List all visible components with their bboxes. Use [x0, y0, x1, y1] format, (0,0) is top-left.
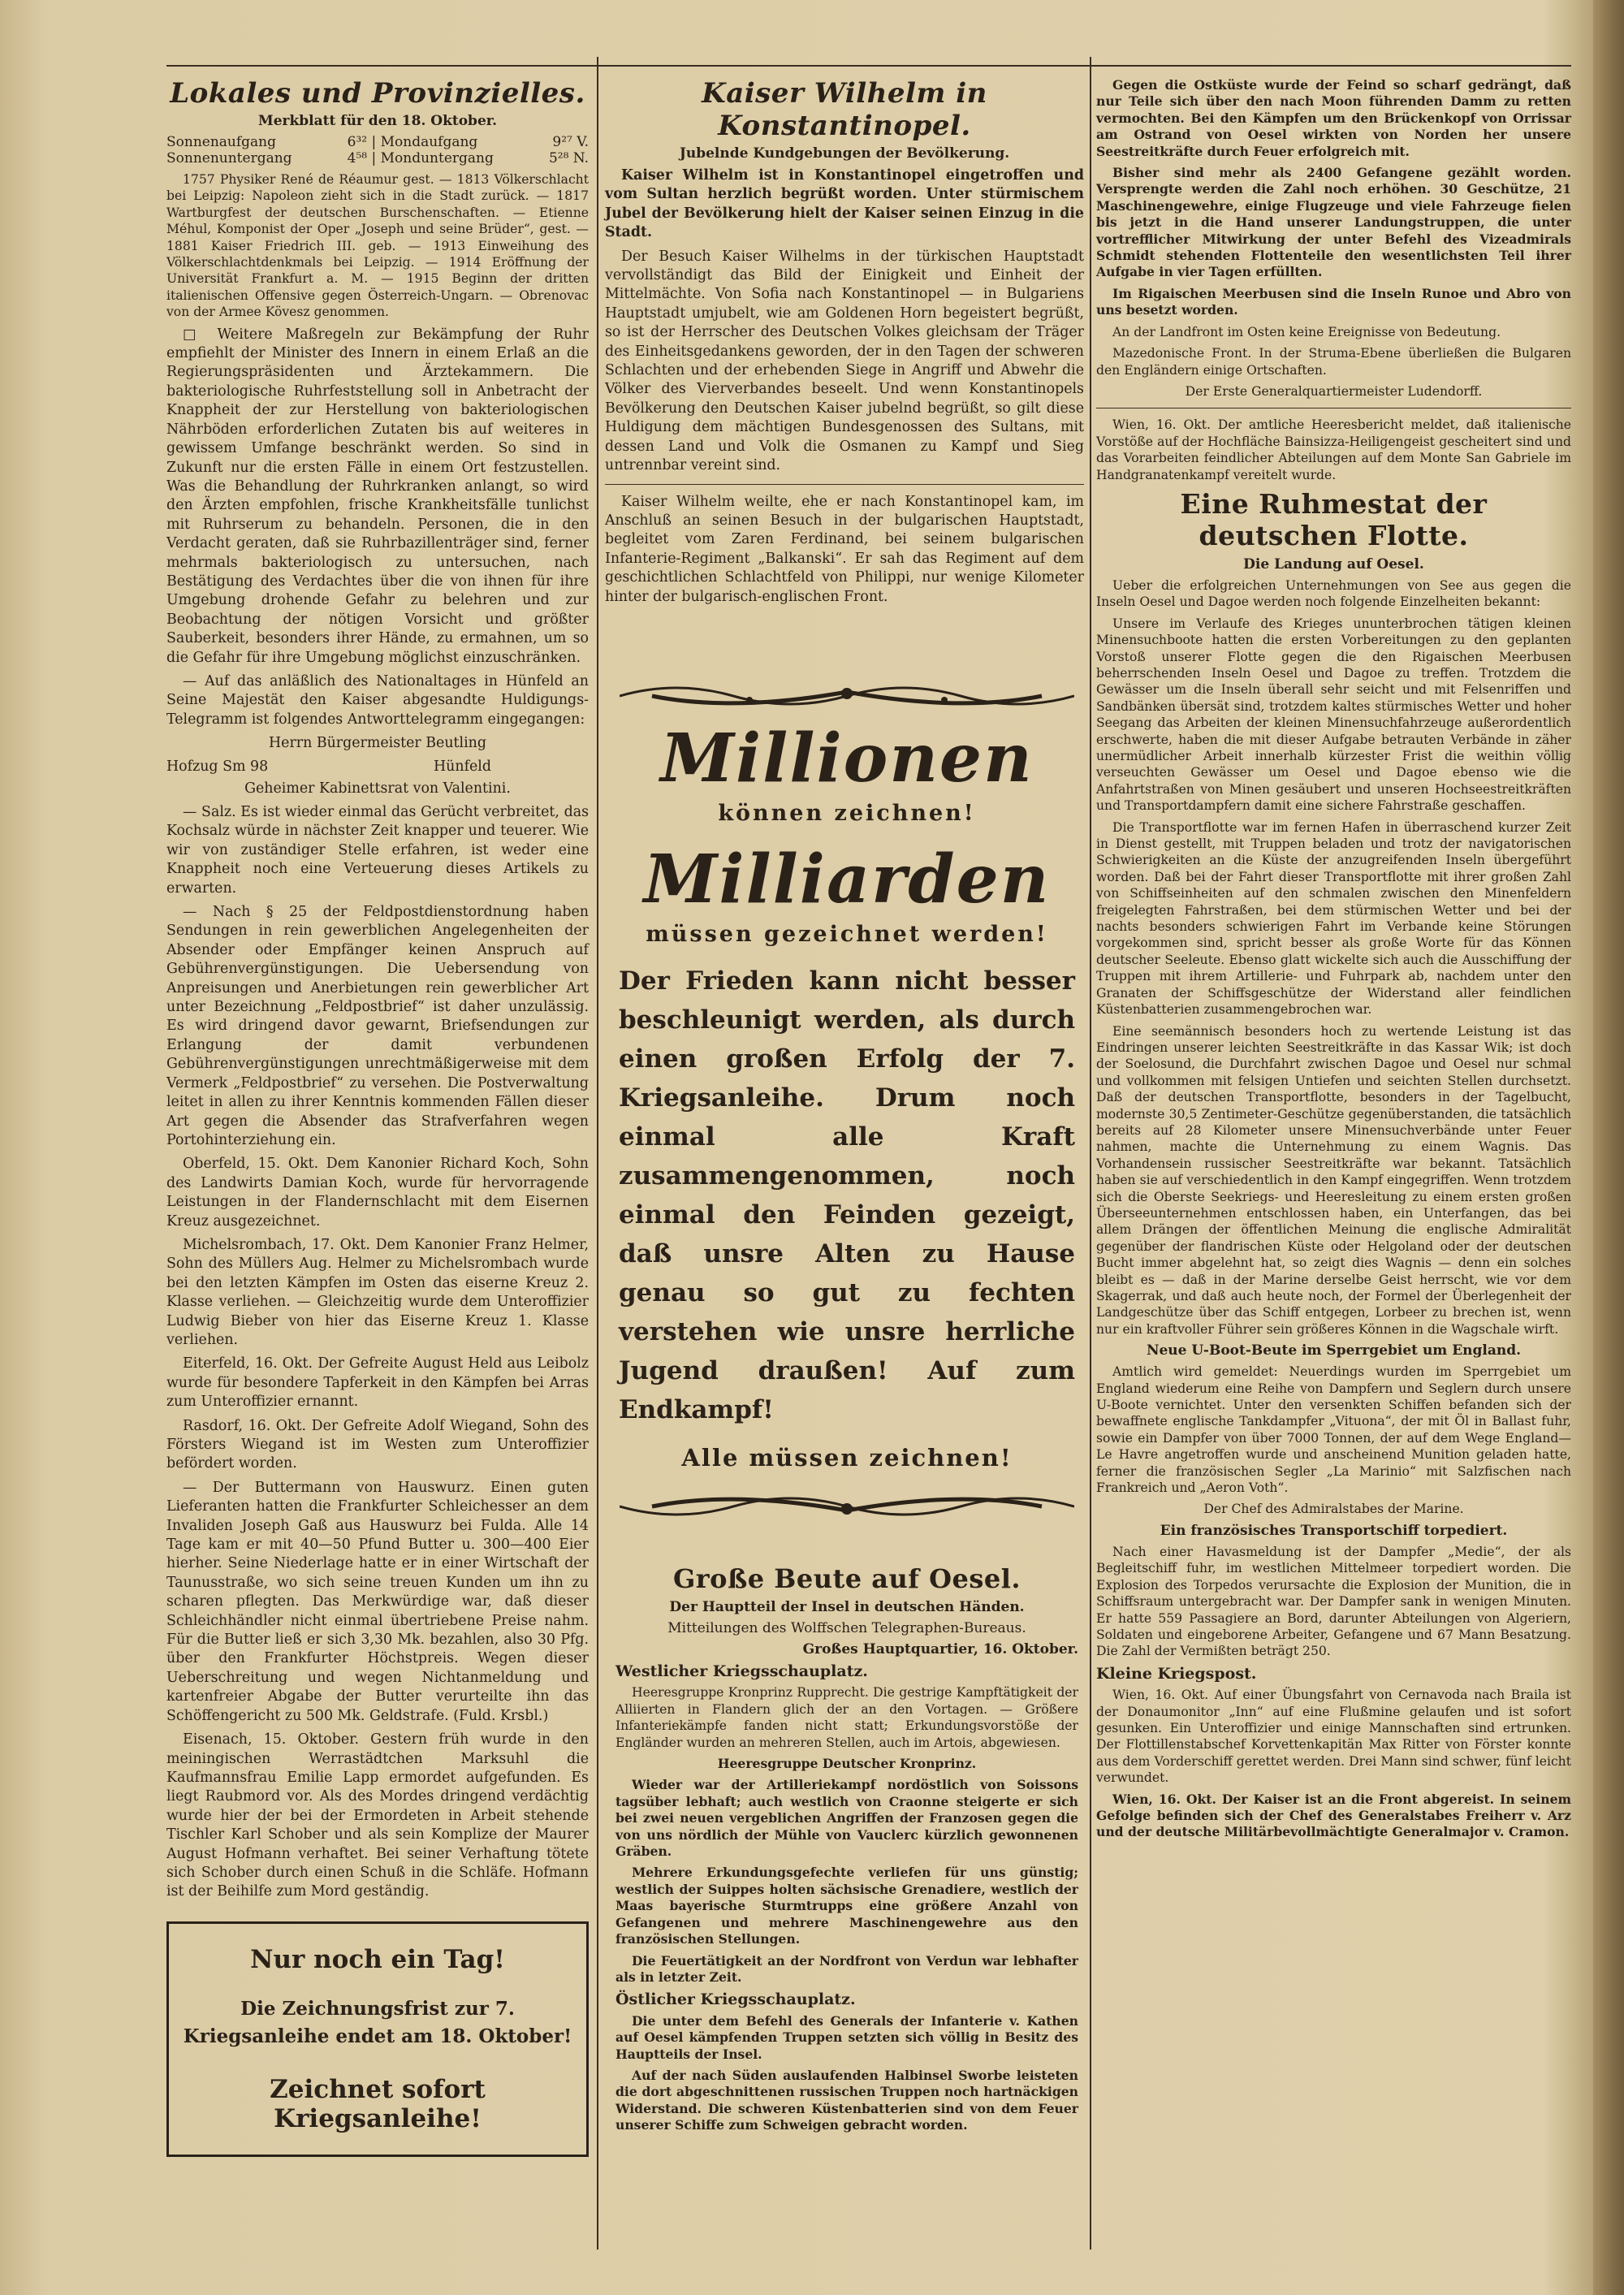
sunset-label: Sonnenuntergang [166, 150, 292, 166]
oesel-report [615, 1563, 1078, 2139]
sunrise-label: Sonnenaufgang [166, 134, 277, 150]
local-news-heading: Lokales und Provinzielles. [170, 77, 585, 110]
ad-koennen: können zeichnen! [718, 801, 976, 826]
kronprinz-text-2: Mehrere Erkundungsgefechte verliefen für uns günstig; westlich der Suippes holten sächsische Grenadiere, westlich der Maas bayerische Sturmtrupps eine größere Anzahl von Gefangenen und mehrere Maschinengewehre aus den französischen Stellungen. [615, 1865, 1078, 1947]
macedonian-front: Mazedonische Front. In der Struma-Ebene überließen die Bulgaren den Engländern einige Ortschaften. [1096, 346, 1571, 378]
ost-text-2: Auf der nach Süden auslaufenden Halbinsel Sworbe leisteten die dort abgeschnittenen russischen Truppen noch hartnäckigen Widerstand. Die schweren Küstenbatterien sind von dem Feuer unserer Schiffe zum Schweigen gebracht worden. [615, 2067, 1078, 2133]
ad-body: Der Frieden kann nicht besser beschleunigt werden, als durch einen großen Erfolg der 7. Kriegsanleihe. Drum noch einmal alle Kraft zusammengenommen, noch einmal den Feinden gezeigt, daß unsre Alten zu Hause genau so gut zu fechten verstehen wie unsre herrliche Jugend draußen! Auf zum Endkampf! [619, 966, 1075, 1424]
beute-sub-2: Mitteilungen des Wolffschen Telegraphen-Bureaus. [667, 1620, 1026, 1636]
box-line-2: Die Zeichnungsfrist zur 7. Kriegsanleihe endet am 18. Oktober! [183, 1997, 572, 2047]
column-rule-2 [1090, 57, 1091, 2250]
west-head: Westlicher Kriegsschauplatz. [615, 1662, 868, 1680]
oberfeld-article: Oberfeld, 15. Okt. Dem Kanonier Richard Koch, Sohn des Landwirts Damian Koch, wurde für hervorragende Leistungen in der Flandernschlacht mit dem Eisernen Kreuz ausgezeichnet. [166, 1156, 589, 1230]
column-local-news [166, 77, 589, 2157]
kronprinz-text: Wieder war der Artilleriekampf nordöstlich von Soissons tagsüber lebhaft; auch westlich von Craonne steigerte er sich bei zwei neuen vergeblichen Angriffen der Franzosen gegen die von uns nördlich der Mühle von Vauclerc kürzlich gewonnenen Gräben. [615, 1777, 1078, 1860]
kronprinz-text-3: Die Feuertätigkeit an der Nordfront von Verdun war lebhafter als in letzter Zeit. [615, 1952, 1078, 1985]
ad-muessen: müssen gezeichnet werden! [646, 922, 1048, 947]
ruhm-paragraph-1: Ueber die erfolgreichen Unternehmungen von See aus gegen die Inseln Oesel und Dagoe werden noch folgende Einzelheiten bekannt: [1096, 577, 1571, 610]
telegram-signature: Geheimer Kabinettsrat von Valentini. [244, 780, 511, 797]
ruhr-article: □ Weitere Maßregeln zur Bekämpfung der Ruhr empfiehlt der Minister des Innern in einem Erlaß an die Regierungspräsidenten und Ärztekammern. Die bakteriologische Ruhrfeststellung soll in Anbetracht der Knappheit der zur Herstellung von bakteriologischen Nährböden erforderlichen Zutaten bis auf weiteres in gewissem Umfange beschränkt werden. So sind in Zukunft nur die ersten Fälle in einem Ort festzustellen. Was die Behandlung der Ruhrkranken anlangt, so wird den Ärzten empfohlen, frische Krankheitsfälle tunlichst mit Ruhrserum zu behandeln. Personen, die in den Verdacht geraten, daß sie Ruhrbazillenträger sind, ferner mehrmals bakteriologisch zu untersuchen, nach Bestätigung des Verdachtes über die von ihnen für ihre Umgebung drohende Gefahr zu belehren und zur Beobachtung der nötigen Vorsicht und größter Sauberkeit, besonders ihrer Hände, zu ermahnen, um so die Gefahr für ihre Umgebung möglichst einzuschränken. [166, 326, 589, 666]
transport-text: Nach einer Havasmeldung ist der Dampfer „Medie“, der als Begleitschiff fuhr, im westlichen Mittelmeer torpediert worden. Die Explosion des Torpedos verursachte die Explosion der Munition, die in Schiffsraum untergebracht war. Der Dampfer sank in wenigen Minuten. Er hatte 559 Passagiere an Bord, darunter Abteilungen von Algeriern, Soldaten und eingeborene Arbeiter, Gefangene und 67 Mann Besatzung. Die Zahl der Vermißten beträgt 250. [1096, 1544, 1571, 1659]
top-ornament [620, 676, 1074, 716]
uboot-text: Amtlich wird gemeldet: Neuerdings wurden im Sperrgebiet um England wiederum eine Reihe von Dampfern und Seglern durch unsere U-Boote vernichtet. Unter den versenkten Schiffen befanden sich der bewaffnete englische Tankdampfer „Vituona“, der mit Öl in Ballast fuhr, sowie ein Dampfer von über 7000 Tonnen, der auf dem Wege England—Le Havre angetroffen wurde und anscheinend Munition geladen hatte, ferner die französischen Segler „La Marinio“ mit Salzfischen nach Frankreich und „Aeron Voth“. [1096, 1364, 1571, 1496]
war-bond-advertisement [615, 676, 1078, 1530]
sunrise-value: 6³² | Mondaufgang [347, 134, 478, 150]
telegram-recipient: Herrn Bürgermeister Beutling [269, 735, 486, 752]
uboot-heading: Neue U-Boot-Beute im Sperrgebiet um England. [1146, 1342, 1522, 1359]
kaiser-paragraph-2: Der Besuch Kaiser Wilhelms in der türkischen Hauptstadt vervollständigt das Bild der Einigkeit und Einheit der Mittelmächte. Von Sofia nach Konstantinopel — in Bulgariens Hauptstadt umjubelt, wie am Goldenen Horn begeistert begrüßt, so ist der Herrscher des Deutschen Volkes gleichsam der Träger des Einheitsgedankens geworden, der in den Tagen der schweren Schlachten und der erhebenden Siege in Angriff und Abwehr die Völker des Vierverbandes beseelt. Und wenn Konstantinopels Bevölkerung den Deutschen Kaiser jubelnd begrüßt, so gilt diese Huldigung dem mächtigen Bundesgenossen des Sultans, mit dessen Land und Volk die Osmanen zu Kampf und Sieg untrennbar vereint sind. [605, 248, 1084, 474]
beute-dateline: Großes Hauptquartier, 16. Oktober. [802, 1641, 1078, 1658]
ost-text: Die unter dem Befehl des Generals der Infanterie v. Kathen auf Oesel kämpfenden Truppen setzten sich völlig in Besitz des Hauptteils der Insel. [615, 2012, 1078, 2062]
moonrise-value: 9²⁷ V. [552, 134, 589, 150]
ad-millionen: Millionen [660, 720, 1034, 797]
ruhmestat-subheading: Die Landung auf Oesel. [1243, 555, 1424, 573]
buttermann-article: — Der Buttermann von Hauswurz. Einen guten Lieferanten hatten die Frankfurter Schleichesser an dem Invaliden Joseph Gaß aus Hauswurz bei Fulda. Alle 14 Tage kam er mit 40—50 Pfund Butter u. 300—400 Eier hierher. Seine Niederlage hatte er in einer Wirtschaft der Taunusstraße, wo sich seine treuen Kunden um ihn zu scharen pflegten. Das Merkwürdige war, daß dieser Schleichhändler nicht einmal übertriebene Preise nahm. Für die Butter ließ er sich 3,30 Mk. bezahlen, also 30 Pfg. über den Frankfurter Höchstpreis. Wegen dieser Ueberschreitung und wegen Nichtanmeldung und kartenfreier Abgabe der Butter verurteilte ihn das Schöffengericht zu 500 Mk. Geldstrafe. (Fuld. Krsbl.) [166, 1479, 589, 1724]
beute-sub-1: Der Hauptteil der Insel in deutschen Händen. [669, 1599, 1025, 1615]
column-war-reports [1096, 77, 1571, 1846]
telegram-hofzug: Hofzug Sm 98 [166, 758, 269, 775]
telegram-place: Hünfeld [434, 758, 491, 775]
kriegspost-1: Wien, 16. Okt. Auf einer Übungsfahrt von Cernavoda nach Braila ist der Donaumonitor „Inn“ auf eine Flußmine gelaufen und ist sofort gesunken. Ein Unteroffizier und einige Mannschaften sind ertrunken. Der Flottillenstabschef Korvettenkapitän Max Ritter von Förster konnte aus dem Vorderschiff gerettet werden. Drei Mann sind schwer, fünf leicht verwundet. [1096, 1688, 1571, 1786]
eisenach-article: Eisenach, 15. Oktober. Gestern früh wurde in den meiningischen Werrastädtchen Marksuhl die Kaufmannsfrau Emilie Lapp ermordet aufgefunden. Es liegt Raubmord vor. Als des Mordes dringend verdächtig wurde hier der bei der Ermordeten in Arbeit stehende Tischler Karl Schober und als sein Komplize der Maurer August Hofmann verhaftet. Bei seiner Verhaftung tötete sich Schober durch einen Schuß in die Schläfe. Hofmann ist der Beihilfe zum Mord geständig. [166, 1731, 589, 1900]
oesel-continued-2: Bisher sind mehr als 2400 Gefangene gezählt worden. Versprengte werden die Zahl noch erhöhen. 30 Geschütze, 21 Maschinengewehre, einige Flugzeuge und viele Fahrzeuge fielen bis jetzt in die Hand unserer Landungstruppen, die unter vortrefflicher Mitwirkung der unter Befehl des Vizeadmirals Schmidt stehenden Flottenteile den wesentlichsten Teil ihrer Aufgabe in vier Tagen erfüllten. [1096, 165, 1571, 280]
ost-head: Östlicher Kriegsschauplatz. [615, 1990, 856, 2009]
column-rule-1 [597, 57, 598, 2250]
ad-milliarden: Milliarden [643, 841, 1051, 918]
ruhmestat-heading: Eine Ruhmestat der deutschen Flotte. [1180, 487, 1488, 551]
oesel-continued-3: Im Rigaischen Meerbusen sind die Inseln Runoe und Abro von uns besetzt worden. [1096, 285, 1571, 318]
oesel-continued-1: Gegen die Ostküste wurde der Feind so scharf gedrängt, daß nur Teile sich über den nach Moon führenden Damm zu retten vermochten. Bei den Kämpfen um den Brückenkopf von Orrissar am Ostrand von Oesel wirkten von Norden her unsere Seestreitkräfte durch Feuer erfolgreich mit. [1096, 77, 1571, 159]
kaiser-heading: Kaiser Wilhelm in Konstantinopel. [702, 77, 987, 142]
ludendorff-signature: Der Erste Generalquartiermeister Ludendorff. [1185, 383, 1483, 399]
admiralstab-signature: Der Chef des Admiralstabes der Marine. [1203, 1502, 1464, 1517]
kriegspost-2: Wien, 16. Okt. Der Kaiser ist an die Front abgereist. In seinem Gefolge befinden sich der Chef des Generalstabes Freiherr v. Arz und der deutsche Militärbevollmächtigte Generalmajor v. Cramon. [1096, 1791, 1571, 1840]
merkblatt-heading: Merkblatt für den 18. Oktober. [257, 113, 498, 129]
landfront-text: An der Landfront im Osten keine Ereignisse von Bedeutung. [1112, 324, 1501, 339]
kriegsanleihe-box [166, 1921, 589, 2157]
page-edge-shadow [1593, 0, 1624, 2295]
sunset-value: 4⁵⁸ | Monduntergang [347, 150, 494, 166]
moonset-value: 5²⁸ N. [548, 150, 589, 166]
kaiser-divider [605, 484, 1084, 485]
wien-report: Wien, 16. Okt. Der amtliche Heeresbericht meldet, daß italienische Vorstöße auf der Hochfläche Bainsizza-Heiligengeist gescheitert sind und das Vorarbeiten feindlicher Abteilungen auf dem Monte San Gabriele im Handgranatenkampf vereitelt wurde. [1096, 417, 1571, 482]
ruhm-paragraph-4: Eine seemännisch besonders hoch zu wertende Leistung ist das Eindringen unserer leichten Seestreitkräfte in das Kassar Wik; ist doch der Soelosund, die Durchfahrt zwischen Dagoe und Oesel nur schmal und vollkommen mit felsigen Untiefen und seichten Stellen durchsetzt. Daß der deutschen Transportflotte, besonders in der Tagelbucht, modernste 30,5 Zentimeter-Geschütze gegenüberstanden, die tatsächlich bereits auf 28 Kilometer unsere Minensuchverbände unter Feuer nahmen, machte die Unternehmung zu einem Wagnis. Das Vorhandensein russischer Seestreitkräfte war bekannt. Tatsächlich haben sie auf verschiedentlich in den Kampf eingegriffen. Wenn trotzdem sich die Oberste Seekriegs- und Heeresleitung zu einem ersten großen Überseeunternehmen entschlossen haben, ein Unterfangen, das bei allem Drängen der öffentlichen Meinung die englische Admiralität gegenüber der flandrischen Küste oder Helgoland oder der deutschen Bucht immer abgelehnt hat, so zeigt dies Wagnis — denn ein solches bleibt es — daß in der Marine derselbe Geist herrscht, wie vor dem Skagerrak, und daß auch heute noch, der Formel der Überlegenheit der Landgeschütze über das Schiff entgegen, Lorbeer zu brechen ist, wenn nur ein kraftvoller Führer sein größeres Können in die Wagschale wirft. [1096, 1023, 1571, 1337]
ruhm-paragraph-3: Die Transportflotte war im fernen Hafen in überraschend kurzer Zeit in Dienst gestellt, mit Truppen beladen und trotz der navigatorischen Schwierigkeiten an die Küste der anzugreifenden Inseln übergeführt worden. Daß bei der Fahrt dieser Transportflotte mit ihrer großen Zahl von Schiffseinheiten auf den schmalen zwischen den Minenfeldern freigelegten Fahrstraßen, bei dem stürmischen Wetter und bei der nachts besonders schwierigen Fahrt im Verbande keine Störungen vorgekommen sind, spricht besser als große Worte für das Können deutscher Seeleute. Ebenso glatt wickelte sich auch die Ausschiffung der Truppen mit ihrem Artillerie- und Fuhrpark ab, nachdem unter den Granaten der Schiffsgeschütze der Widerstand aller feindlichen Küstenbatterien zusammengebrochen war. [1096, 819, 1571, 1018]
rasdorf-article: Rasdorf, 16. Okt. Der Gefreite Adolf Wiegand, Sohn des Försters Wiegand ist im Westen zum Unteroffizier befördert worden. [166, 1417, 589, 1472]
michelsrombach-article: Michelsrombach, 17. Okt. Dem Kanonier Franz Helmer, Sohn des Müllers Aug. Helmer zu Michelsrombach wurde bei den letzten Kämpfen im Osten das eiserne Kreuz 2. Klasse verliehen. — Gleichzeitig wurde dem Unteroffizier Ludwig Bieber von hier das Eiserne Kreuz 1. Klasse verliehen. [166, 1236, 589, 1348]
chronicle-text: 1757 Physiker René de Réaumur gest. — 1813 Völkerschlacht bei Leipzig: Napoleon zieht sich in die Stadt zurück. — 1817 Wartburgfest der deutschen Burschenschaften. — Etienne Méhul, Komponist der Oper „Joseph und seine Brüder“, gest. — 1881 Kaiser Friedrich III. geb. — 1913 Einweihung des Völkerschlachtdenkmals bei Leipzig. — 1914 Eröffnung der Universität Frankfurt a. M. — 1915 Beginn der dritten italienischen Offensive gegen Österreich-Ungarn. — Obrenovac von der Armee Kövesz genommen. [166, 172, 589, 320]
salz-article: — Salz. Es ist wieder einmal das Gerücht verbreitet, das Kochsalz würde in nächster Zeit knapper und teuerer. Wie wir von zuständiger Stelle erfahren, ist weder eine Knappheit noch eine Verteuerung dieses Artikels zu erwarten. [166, 804, 589, 897]
box-line-1: Nur noch ein Tag! [250, 1944, 505, 1974]
box-line-3: Zeichnet sofort Kriegsanleihe! [270, 2074, 486, 2133]
bottom-ornament [620, 1486, 1074, 1527]
kaiser-subheading: Jubelnde Kundgebungen der Bevölkerung. [679, 145, 1010, 162]
feldpost-article: — Nach § 25 der Feldpostdienstordnung haben Sendungen in rein gewerblichen Angelegenheiten der Absender oder Empfänger keinen Anspruch auf Gebührenvergünstigungen. Die Uebersendung von Anpreisungen und Anerbietungen rein gewerblicher Art unter Bezeichnung „Feldpostbrief“ ist daher unzulässig. Es wird dringend davor gewarnt, Briefsendungen zur Erlangung der damit verbundenen Gebührenvergünstigungen unrechtmäßigerweise mit dem Vermerk „Feldpostbrief“ zu versehen. Die Postverwaltung leitet in allen zu ihrer Kenntnis kommenden Fällen dieser Art gegen die Absender das Strafverfahren wegen Portohinterziehung ein. [166, 904, 589, 1148]
telegram-address [166, 759, 589, 775]
huenfeld-article: — Auf das anläßlich des Nationaltages in Hünfeld an Seine Majestät den Kaiser abgesandte Huldigungs-Telegramm ist folgendes Antworttelegramm eingegangen: [166, 672, 589, 728]
transport-heading: Ein französisches Transportschiff torpediert. [1160, 1522, 1508, 1539]
sun-moon-table [166, 134, 589, 166]
kaiser-paragraph-1: Kaiser Wilhelm ist in Konstantinopel eingetroffen und vom Sultan herzlich begrüßt worden. Unter stürmischem Jubel der Bevölkerung hielt der Kaiser seinen Einzug in die Stadt. [605, 167, 1084, 241]
kleine-kriegspost-heading: Kleine Kriegspost. [1096, 1664, 1257, 1683]
column-kaiser-article [605, 77, 1084, 612]
ruhm-paragraph-2: Unsere im Verlaufe des Krieges ununterbrochen tätigen kleinen Minensuchboote hatten die ersten Vorbereitungen zu den geplanten Vorstoß unserer Flotte gegen die den Rigaischen Meerbusen beherrschenden Inseln Oesel und Dagoe zu treffen. Trotzdem die Gewässer um die Inseln überall sehr seicht und mit Felsenriffen und Sandbänken übersät sind, trotzdem kaltes stürmisches Wetter und hoher Seegang das Arbeiten der kleinen Minensuchfahrzeuge außerordentlich erschwerte, haben die mit dieser Aufgabe betrauten Verbände in zäher unermüdlicher Arbeit innerhalb kürzester Frist die weithin völlig verseuchten Gewässer um Oesel und Dagoe ebenso wie die Anfahrtstraßen von Minen gesäubert und unseren Hochseestreitkräften und Transportdampfern damit eine sichere Fahrstraße geschaffen. [1096, 616, 1571, 814]
kronprinz-head: Heeresgruppe Deutscher Kronprinz. [717, 1756, 977, 1772]
west-text: Heeresgruppe Kronprinz Rupprecht. Die gestrige Kampftätigkeit der Alliierten in Flandern glich der an den Vortagen. — Größere Infanteriekämpfe fanden nicht statt; Erkundungsvorstöße der Engländer wurden an mehreren Stellen, auch im Artois, abgewiesen. [615, 1685, 1078, 1750]
eiterfeld-article: Eiterfeld, 16. Okt. Der Gefreite August Held aus Leibolz wurde für besondere Tapferkeit in den Kämpfen bei Arras zum Unteroffizier ernannt. [166, 1355, 589, 1411]
ad-closing: Alle müssen zeichnen! [681, 1444, 1013, 1472]
beute-heading: Große Beute auf Oesel. [672, 1563, 1021, 1594]
top-rule [166, 65, 1571, 67]
kaiser-paragraph-3: Kaiser Wilhelm weilte, ehe er nach Konstantinopel kam, im Anschluß an seinen Besuch in der bulgarischen Hauptstadt, begleitet vom Zaren Ferdinand, bei seinem bulgarischen Infanterie-Regiment „Balkanski“. Er sah das Regiment auf dem geschichtlichen Schlachtfeld von Philippi, nur wenige Kilometer hinter der bulgarisch-englischen Front. [605, 493, 1084, 605]
